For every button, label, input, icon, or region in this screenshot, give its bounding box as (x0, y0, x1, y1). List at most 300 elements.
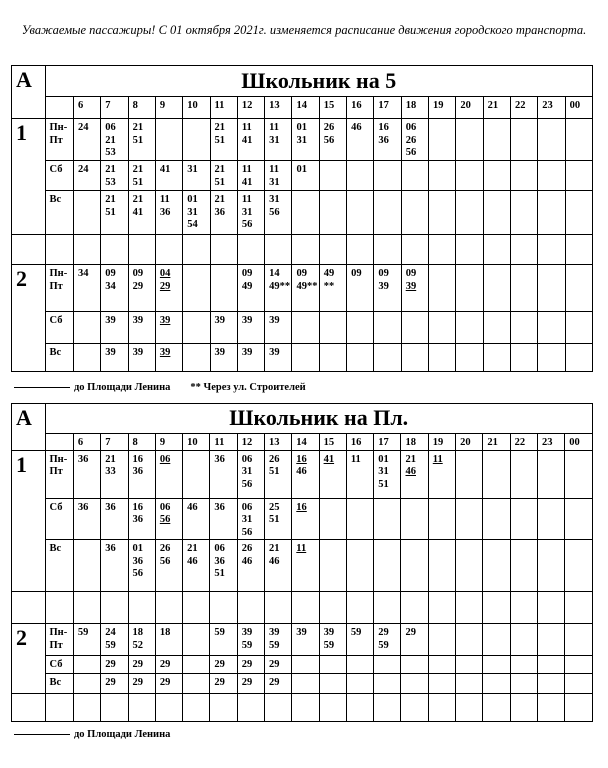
hour-header: 23 (538, 97, 565, 119)
minute-value: 51 (132, 134, 144, 146)
minute-value: 29 (132, 677, 144, 688)
minute-cell (237, 191, 264, 235)
minute-cell (292, 191, 319, 235)
minute-value: 11 (296, 543, 307, 554)
minute-cell (401, 674, 428, 694)
empty-cell (319, 592, 346, 624)
hour-header: 21 (483, 434, 510, 451)
empty-cell (155, 235, 182, 265)
minute-value: 51 (269, 514, 280, 525)
minute-value: 16 (296, 501, 307, 513)
minute-cell (210, 540, 237, 592)
legend-note: ** Через ул. Строителей (190, 382, 306, 393)
hour-header: 00 (565, 97, 592, 119)
minute-value: 59 (323, 639, 335, 651)
empty-cell (183, 694, 210, 722)
minute-cell (401, 624, 428, 656)
minute-value: 36 (159, 206, 171, 218)
minute-cell (537, 656, 564, 674)
minute-cell (346, 450, 373, 498)
empty-cell (292, 592, 319, 624)
minute-value: 49** (296, 280, 318, 292)
minute-cell (565, 540, 593, 592)
hour-header: 19 (428, 434, 455, 451)
minute-value: 29 (405, 627, 416, 638)
minute-value: 09 (132, 268, 144, 279)
direction-number: 2 (12, 265, 46, 372)
empty-cell (537, 694, 564, 722)
minute-cell (128, 312, 155, 344)
minute-value: 06 (159, 453, 171, 465)
minute-cell (210, 265, 237, 312)
minute-value: 36 (77, 501, 89, 513)
minute-cell (565, 312, 592, 344)
minute-cell (456, 191, 483, 235)
minute-cell (483, 656, 510, 674)
minute-cell (510, 265, 537, 312)
minute-cell (456, 265, 483, 312)
minute-cell (210, 312, 237, 344)
empty-cell (428, 592, 455, 624)
minute-cell (456, 674, 483, 694)
minute-cell (265, 312, 292, 344)
empty-cell (155, 694, 182, 722)
minute-cell (565, 624, 593, 656)
minute-value: 46 (351, 122, 362, 133)
legend-text: до Площади Ленина (74, 729, 171, 740)
minute-value: 06 (159, 501, 171, 513)
minute-cell (265, 344, 292, 372)
empty-cell (319, 235, 346, 265)
schedule-row (12, 191, 593, 235)
minute-cell (510, 540, 537, 592)
minute-value: 16 (296, 453, 307, 465)
minute-value: 34 (105, 280, 116, 292)
minute-value: 36 (132, 514, 144, 525)
minute-value: 31 (378, 466, 389, 477)
empty-cell (401, 235, 428, 265)
minute-value: 53 (105, 176, 116, 188)
minute-value: 25 (269, 501, 280, 513)
schedule-row (12, 344, 593, 372)
minute-cell (510, 119, 537, 161)
minute-cell (292, 450, 319, 498)
minute-cell (265, 119, 292, 161)
hour-header: 8 (128, 97, 155, 119)
minute-value: 06 (405, 122, 417, 133)
minute-cell (429, 191, 456, 235)
minute-cell (265, 161, 292, 191)
minute-cell (319, 450, 346, 498)
day-label: Сб (45, 161, 73, 191)
legend-underline-sample (14, 387, 70, 388)
minute-value: 18 (159, 627, 171, 638)
empty-cell (346, 694, 373, 722)
minute-cell (538, 191, 565, 235)
minute-cell (73, 540, 100, 592)
minute-cell (210, 450, 237, 498)
hour-header: 20 (456, 97, 483, 119)
minute-cell (428, 674, 455, 694)
minute-value: 21 (214, 194, 226, 205)
minute-value: 24 (77, 122, 89, 133)
minute-value: 56 (323, 134, 335, 146)
minute-cell (538, 161, 565, 191)
minute-cell (265, 540, 292, 592)
timetable-table1 (11, 65, 593, 372)
minute-cell (73, 265, 100, 312)
hour-header: 18 (401, 434, 428, 451)
empty-cell (510, 592, 537, 624)
minute-value: 59 (241, 639, 253, 651)
empty-cell (12, 592, 46, 624)
minute-value: 01 (296, 122, 307, 133)
empty-cell (265, 592, 292, 624)
minute-value: 36 (214, 206, 226, 218)
minute-value: 41 (241, 176, 253, 188)
minute-value: 39 (214, 347, 226, 358)
minute-cell (128, 265, 155, 312)
minute-cell (346, 540, 373, 592)
empty-cell (456, 694, 483, 722)
minute-cell (237, 498, 264, 540)
minute-cell (101, 161, 128, 191)
minute-cell (237, 656, 264, 674)
minute-value: 46 (241, 555, 253, 567)
minute-value: 39 (105, 347, 116, 358)
minute-cell (374, 540, 401, 592)
minute-cell (265, 624, 292, 656)
minute-value: 29 (269, 659, 280, 670)
minute-cell (128, 161, 155, 191)
day-label: Вс (45, 191, 73, 235)
minute-cell (101, 656, 128, 674)
hour-header: 14 (292, 434, 319, 451)
minute-cell (401, 191, 428, 235)
day-label: Сб (45, 656, 73, 674)
minute-cell (483, 344, 510, 372)
minute-cell (401, 540, 428, 592)
minute-value: 46 (296, 466, 307, 477)
minute-cell (428, 498, 455, 540)
hour-header: 22 (510, 97, 537, 119)
minute-cell (483, 191, 510, 235)
empty-cell (374, 592, 401, 624)
minute-cell (510, 344, 537, 372)
notice-text: Уважаемые пассажиры! С 01 октября 2021г. изменяется расписание движения городского транспорта. (21, 23, 587, 37)
hour-header: 8 (128, 434, 155, 451)
minute-cell (101, 191, 128, 235)
direction-number: 1 (12, 119, 46, 235)
minute-value: 01 (296, 164, 307, 175)
minute-cell (510, 624, 537, 656)
empty-cell (101, 592, 128, 624)
hour-header: 6 (73, 97, 100, 119)
empty-cell (265, 235, 292, 265)
empty-cell (538, 235, 565, 265)
minute-value: 11 (350, 453, 361, 465)
minute-cell (456, 312, 483, 344)
minute-cell (101, 450, 128, 498)
empty-cell (374, 694, 401, 722)
minute-cell (265, 656, 292, 674)
legend-table1 (14, 381, 306, 394)
minute-cell (155, 344, 182, 372)
minute-cell (374, 498, 401, 540)
hour-header: 6 (73, 434, 100, 451)
minute-value: 36 (214, 501, 225, 513)
minute-value: 36 (378, 134, 389, 146)
minute-value: 46 (187, 501, 198, 513)
minute-value: 09 (378, 268, 389, 279)
empty-cell (155, 592, 182, 624)
route-letter: А (12, 66, 46, 119)
hour-header: 23 (537, 434, 564, 451)
minute-value: 09 (105, 268, 116, 279)
hour-header: 10 (183, 97, 210, 119)
minute-cell (319, 312, 346, 344)
minute-cell (510, 674, 537, 694)
empty-cell (537, 592, 564, 624)
hour-header: 21 (483, 97, 510, 119)
minute-value: 16 (132, 501, 144, 513)
empty-cell (45, 592, 73, 624)
minute-value: 36 (105, 543, 116, 554)
hour-header: 15 (319, 434, 346, 451)
hour-header: 13 (265, 434, 292, 451)
spacer-row (12, 592, 593, 624)
route-letter: А (12, 404, 46, 451)
schedule-row (12, 161, 593, 191)
minute-value: 36 (132, 466, 144, 477)
minute-cell (128, 450, 155, 498)
schedule-row (12, 624, 593, 656)
minute-value: 24 (105, 627, 116, 638)
minute-cell (237, 265, 264, 312)
minute-cell (510, 450, 537, 498)
legend-underline-sample (14, 734, 70, 735)
minute-cell (319, 656, 346, 674)
minute-cell (483, 450, 510, 498)
minute-cell (292, 674, 319, 694)
minute-cell (237, 674, 264, 694)
empty-cell (237, 592, 264, 624)
hour-header: 10 (183, 434, 210, 451)
minute-cell (537, 674, 564, 694)
minute-value: 21 (214, 164, 226, 175)
minute-value: 59 (378, 639, 389, 651)
minute-value: 31 (269, 176, 280, 188)
minute-value: 39 (132, 315, 144, 326)
minute-value: 51 (269, 466, 280, 477)
minute-cell (456, 624, 483, 656)
minute-cell (538, 265, 565, 312)
minute-cell (183, 265, 210, 312)
minute-value: 41 (241, 134, 253, 146)
minute-value: 52 (132, 639, 144, 651)
minute-value: 11 (269, 164, 280, 175)
minute-value: 29 (132, 280, 144, 292)
minute-cell (537, 450, 564, 498)
minute-value: 29 (132, 659, 144, 670)
minute-value: 29 (241, 659, 253, 670)
minute-value: 36 (132, 555, 144, 567)
minute-cell (429, 119, 456, 161)
empty-cell (128, 694, 155, 722)
minute-cell (429, 344, 456, 372)
empty-cell (210, 694, 237, 722)
empty-cell (183, 235, 210, 265)
minute-value: 39 (269, 315, 280, 326)
minute-cell (374, 674, 401, 694)
minute-cell (565, 265, 592, 312)
minute-value: 06 (241, 453, 253, 465)
minute-value: 01 (132, 543, 144, 554)
minute-cell (565, 674, 593, 694)
minute-value: 06 (214, 543, 225, 554)
empty-cell (429, 235, 456, 265)
minute-cell (428, 624, 455, 656)
hour-header: 17 (374, 434, 401, 451)
minute-value: 29 (159, 280, 171, 292)
minute-cell (183, 312, 210, 344)
hour-header: 14 (292, 97, 319, 119)
minute-cell (101, 344, 128, 372)
minute-value: 39 (378, 280, 389, 292)
empty-cell (346, 592, 373, 624)
hour-header: 16 (347, 97, 374, 119)
minute-cell (456, 161, 483, 191)
minute-value: 29 (214, 677, 225, 688)
schedule-row (12, 674, 593, 694)
minute-cell (73, 624, 100, 656)
minute-cell (101, 498, 128, 540)
empty-cell (237, 235, 264, 265)
minute-cell (292, 161, 319, 191)
minute-cell (510, 656, 537, 674)
empty-cell (401, 694, 428, 722)
minute-value: 06 (105, 122, 116, 133)
day-label: Вс (45, 540, 73, 592)
schedule-row (12, 312, 593, 344)
minute-cell (292, 498, 319, 540)
minute-cell (346, 624, 373, 656)
empty-cell (456, 592, 483, 624)
minute-cell (128, 624, 155, 656)
minute-cell (292, 656, 319, 674)
minute-value: 46 (269, 555, 280, 567)
minute-cell (510, 191, 537, 235)
minute-cell (210, 674, 237, 694)
hours-row (12, 434, 593, 451)
minute-cell (237, 540, 264, 592)
minute-value: 59 (350, 627, 362, 638)
minute-cell (374, 191, 401, 235)
timetable-table2 (11, 403, 593, 722)
minute-value: 21 (105, 453, 116, 465)
day-label: Вс (45, 344, 73, 372)
minute-value: 16 (132, 453, 144, 465)
minute-cell (483, 161, 510, 191)
minute-cell (565, 191, 592, 235)
minute-cell (319, 498, 346, 540)
hour-header: 19 (429, 97, 456, 119)
empty-cell (456, 235, 483, 265)
minute-value: 16 (378, 122, 389, 133)
minute-value: 56 (241, 526, 253, 538)
minute-value: 29 (105, 659, 116, 670)
minute-cell (565, 344, 592, 372)
empty-cell (565, 235, 592, 265)
minute-cell (265, 265, 292, 312)
minute-cell (483, 498, 510, 540)
minute-value: 31 (241, 206, 253, 218)
minute-cell (73, 191, 100, 235)
minute-value: 31 (269, 134, 280, 146)
minute-cell (101, 540, 128, 592)
minute-cell (73, 674, 100, 694)
minute-cell (456, 119, 483, 161)
minute-value: 09 (296, 268, 307, 279)
minute-value: 51 (132, 176, 144, 188)
minute-value: ** (323, 280, 335, 292)
minute-cell (128, 656, 155, 674)
minute-cell (73, 656, 100, 674)
minute-cell (456, 498, 483, 540)
minute-cell (210, 191, 237, 235)
minute-value: 21 (132, 194, 144, 205)
minute-cell (346, 656, 373, 674)
minute-value: 29 (214, 659, 225, 670)
empty-cell (483, 694, 510, 722)
minute-value: 01 (378, 453, 389, 465)
minute-cell (346, 498, 373, 540)
hour-header: 16 (346, 434, 373, 451)
minute-cell (483, 312, 510, 344)
minute-cell (537, 498, 564, 540)
minute-cell (210, 498, 237, 540)
empty-cell (428, 694, 455, 722)
minute-cell (374, 265, 401, 312)
minute-value: 39 (269, 627, 280, 638)
minute-cell (128, 540, 155, 592)
empty-cell (12, 235, 46, 265)
minute-cell (237, 450, 264, 498)
minute-cell (101, 312, 128, 344)
hours-day-spacer (45, 434, 73, 451)
minute-cell (183, 674, 210, 694)
minute-value: 49 (323, 268, 335, 279)
minute-cell (292, 624, 319, 656)
title-row (12, 404, 593, 434)
empty-cell (210, 235, 237, 265)
minute-cell (429, 265, 456, 312)
minute-cell (183, 624, 210, 656)
minute-value: 39 (241, 315, 253, 326)
minute-cell (401, 450, 428, 498)
minute-cell (456, 344, 483, 372)
empty-cell (183, 592, 210, 624)
hour-header: 12 (237, 434, 264, 451)
minute-value: 09 (241, 268, 253, 279)
minute-cell (128, 119, 155, 161)
minute-value: 21 (405, 453, 416, 465)
minute-value: 21 (132, 164, 144, 175)
minute-value: 56 (269, 206, 280, 218)
day-label: Пн- Пт (45, 624, 73, 656)
minute-value: 31 (241, 466, 253, 477)
minute-cell (155, 656, 182, 674)
